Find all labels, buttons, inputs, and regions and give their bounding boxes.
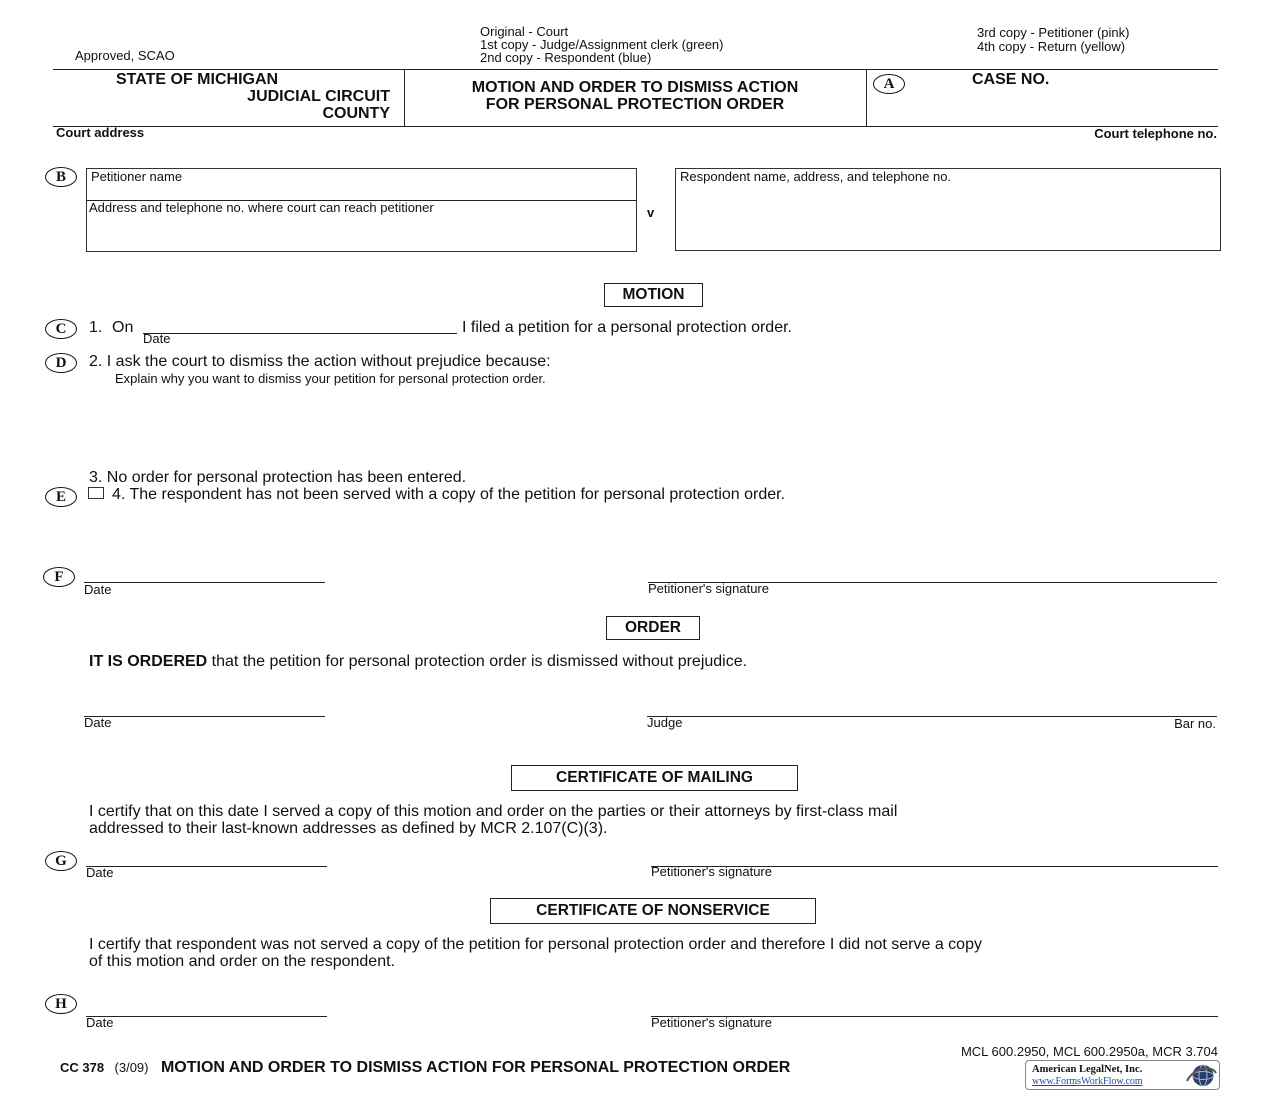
nonservice-statement-line: I certify that respondent was not served a copy of the petition for personal protection order and therefore I did not serve a copy [89, 936, 982, 953]
marker-b: B [45, 167, 77, 187]
court-address-label: Court address [56, 125, 145, 140]
item2-text: 2. I ask the court to dismiss the action without prejudice because: [89, 353, 551, 370]
nonservice-date-label: Date [86, 1015, 114, 1030]
bar-number-label: Bar no. [1174, 716, 1216, 731]
statute-citation: MCL 600.2950, MCL 600.2950a, MCR 3.704 [960, 1044, 1218, 1059]
form-title-line: FOR PERSONAL PROTECTION ORDER [485, 96, 785, 113]
form-title [405, 79, 865, 113]
petitioner-name-label: Petitioner name [91, 169, 183, 184]
item1-text: I filed a petition for a personal protection order. [462, 319, 792, 336]
approval-note: Approved, SCAO [75, 48, 175, 63]
county-label: COUNTY [322, 105, 390, 122]
court-telephone-label: Court telephone no. [1094, 126, 1217, 141]
mailing-date-label: Date [86, 865, 114, 880]
nonservice-heading: CERTIFICATE OF NONSERVICE [490, 898, 816, 924]
item3-text: 3. No order for personal protection has been entered. [89, 469, 467, 486]
case-number-label: CASE NO. [972, 71, 1050, 88]
dismissal-reason-area[interactable] [89, 390, 1217, 468]
distribution-line: 1st copy - Judge/Assignment clerk (green) [480, 37, 724, 52]
marker-c: C [45, 319, 77, 339]
item4-checkbox[interactable] [88, 487, 104, 499]
header-divider [866, 69, 867, 126]
motion-signature-label: Petitioner's signature [648, 581, 769, 596]
petitioner-address-label: Address and telephone no. where court can reach petitioner [89, 200, 434, 215]
nonservice-signature-label: Petitioner's signature [651, 1015, 772, 1030]
respondent-label: Respondent name, address, and telephone no. [680, 169, 952, 184]
marker-g: G [45, 851, 77, 871]
distribution-list-left [480, 25, 724, 64]
order-date-line[interactable] [84, 716, 325, 717]
circuit-label: JUDICIAL CIRCUIT [247, 88, 390, 105]
motion-date-line[interactable] [84, 582, 325, 583]
mailing-statement [89, 803, 897, 837]
item4-text: 4. The respondent has not been served with a copy of the petition for personal protection order. [112, 486, 786, 503]
nonservice-date-line[interactable] [86, 1016, 327, 1017]
respondent-box[interactable] [675, 168, 1221, 251]
footer-form-title: MOTION AND ORDER TO DISMISS ACTION FOR PERSONAL PROTECTION ORDER [160, 1059, 791, 1076]
distribution-line: 4th copy - Return (yellow) [977, 39, 1126, 54]
order-statement-text: that the petition for personal protection order is dismissed without prejudice. [207, 653, 748, 670]
distribution-line: Original - Court [480, 24, 569, 39]
form-title-line: MOTION AND ORDER TO DISMISS ACTION [471, 79, 799, 96]
filing-date-label: Date [143, 331, 171, 346]
item1-on: On [112, 319, 134, 336]
vendor-url[interactable]: www.FormsWorkFlow.com [1032, 1076, 1143, 1087]
order-heading: ORDER [606, 616, 700, 640]
nonservice-statement [89, 936, 982, 970]
marker-a: A [873, 74, 905, 94]
marker-h: H [45, 994, 77, 1014]
marker-d: D [45, 353, 77, 373]
form-footer [60, 1059, 790, 1077]
mailing-heading: CERTIFICATE OF MAILING [511, 765, 798, 791]
mailing-statement-line: I certify that on this date I served a copy of this motion and order on the parties or their attorneys by first-class mail [89, 803, 898, 820]
mailing-signature-label: Petitioner's signature [651, 864, 772, 879]
vendor-name: American LegalNet, Inc. [1032, 1064, 1143, 1075]
header-top-rule [53, 69, 1218, 70]
vendor-logo[interactable] [1025, 1060, 1220, 1090]
versus-label: v [647, 205, 655, 220]
marker-f: F [43, 567, 75, 587]
motion-heading: MOTION [604, 283, 703, 307]
marker-e: E [45, 487, 77, 507]
item1-number: 1. [89, 319, 103, 336]
filing-date-line[interactable] [143, 333, 457, 334]
mailing-date-line[interactable] [86, 866, 327, 867]
judge-label: Judge [647, 715, 683, 730]
nonservice-statement-line: of this motion and order on the respondent. [89, 953, 395, 970]
order-statement-lead: IT IS ORDERED [89, 653, 208, 670]
distribution-line: 3rd copy - Petitioner (pink) [977, 25, 1130, 40]
distribution-list-right [977, 26, 1129, 54]
item2-hint: Explain why you want to dismiss your petition for personal protection order. [115, 371, 546, 386]
mailing-statement-line: addressed to their last-known addresses as defined by MCR 2.107(C)(3). [89, 820, 608, 837]
form-revision-date: (3/09) [114, 1060, 149, 1075]
order-statement [89, 653, 747, 671]
petitioner-box[interactable] [86, 168, 637, 252]
motion-date-label: Date [84, 582, 112, 597]
distribution-line: 2nd copy - Respondent (blue) [480, 50, 652, 65]
globe-icon [1184, 1063, 1218, 1088]
form-code: CC 378 [60, 1060, 105, 1075]
state-label: STATE OF MICHIGAN [116, 71, 279, 88]
order-date-label: Date [84, 715, 112, 730]
